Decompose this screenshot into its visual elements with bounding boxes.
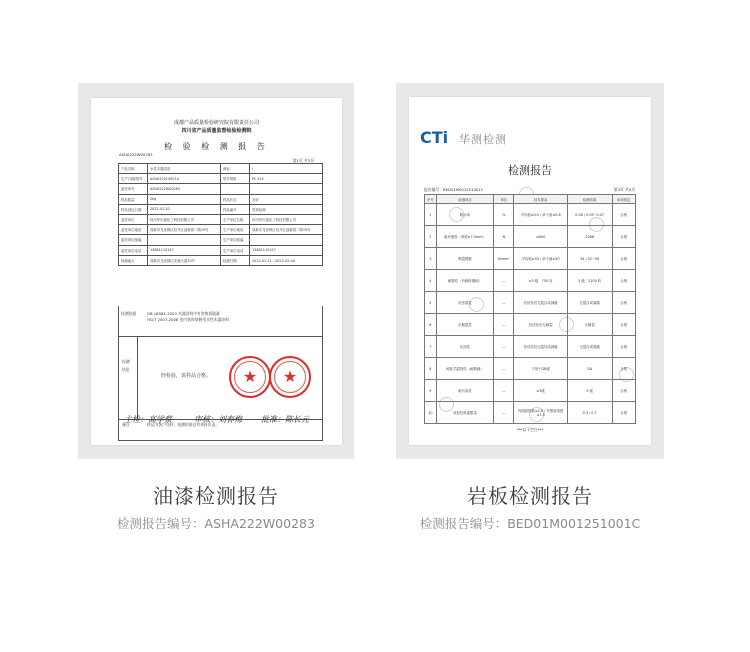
report-title: 检 验 检 测 报 告 (164, 142, 269, 151)
form-row (119, 245, 323, 255)
column-header: 单项判定 (612, 195, 635, 204)
form-value: 完好 (250, 194, 323, 204)
form-label: 委托单位邮编 (119, 235, 148, 245)
form-value: 2022-01-21～2022-02-04 (250, 255, 323, 265)
table-cell: 6 (425, 314, 437, 336)
table-cell: 合格 (612, 358, 635, 380)
table-cell: 0.08 / 0.05~0.07 (567, 204, 612, 226)
table-cell: 1 (425, 204, 437, 226)
table-cell: — (494, 292, 514, 314)
form-value: PC-Y24 (250, 174, 323, 184)
form-row (119, 204, 323, 214)
issuer-line-2: 四川省产品质量监督检验检测院 (181, 128, 252, 134)
table-cell: 经试验后无裂纹或剥落 (514, 336, 567, 358)
table-cell: 经试验后无裂纹或剥落 (514, 292, 567, 314)
form-row (119, 174, 323, 184)
form-label: 型号规格 (221, 174, 250, 184)
paint-report-document (91, 98, 342, 445)
form-label: 检测地点 (119, 255, 148, 265)
form-value: 13881110197 (250, 245, 323, 255)
form-row (119, 214, 323, 224)
form-value: / (250, 164, 323, 174)
form-value: 四川华川嘉化工科技有限公司 (148, 214, 221, 224)
form-value: 成都市龙泉驿区芙蓉大道10号 (148, 255, 221, 265)
table-cell: 3 (425, 248, 437, 270)
table-cell: GA (567, 358, 612, 380)
form-value: 常规检测 (250, 204, 323, 214)
table-cell: — (494, 380, 514, 402)
form-label: 商标 (221, 164, 250, 174)
form-label: 样品数量 (119, 194, 148, 204)
form-value: ASHA220100014 (148, 174, 221, 184)
table-row (425, 358, 636, 380)
table-cell: 合格 (612, 292, 635, 314)
table-cell: 吸水率 (436, 204, 494, 226)
paint-report-card[interactable] (78, 83, 354, 459)
table-cell: 3 级，2100 转 (567, 270, 612, 292)
table-cell: — (494, 336, 514, 358)
form-label: 委托单位地址 (119, 225, 148, 235)
table-cell: N (494, 226, 514, 248)
table-cell: 4 (425, 270, 437, 292)
table-cell: 2 (425, 226, 437, 248)
form-label (221, 184, 250, 194)
table-cell: 5 级 (567, 380, 612, 402)
form-value (250, 235, 323, 245)
column-header: 检测项目 (436, 195, 494, 204)
table-cell: 0.3 / 0.7 (567, 402, 612, 424)
slate-report-card[interactable] (396, 83, 664, 459)
column-header: 序号 (425, 195, 437, 204)
note-label: 备注 (122, 422, 130, 427)
table-cell: 无裂纹或剥落 (567, 336, 612, 358)
table-cell: ≥3级 (514, 380, 567, 402)
paint-report-caption: 油漆检测报告 (153, 484, 279, 508)
form-label: 样品编号 (221, 204, 250, 214)
column-header: 检测结果 (567, 195, 612, 204)
results-table (424, 194, 636, 424)
basis-label: 检测依据 (121, 311, 137, 316)
form-label: 生产单位名称 (221, 214, 250, 224)
form-label: 样品到达日期 (119, 204, 148, 214)
table-cell: 破坏强度（厚度≥7.5mm） (436, 226, 494, 248)
form-row (119, 225, 323, 235)
signature-reviewer: 审核：刘春梅 (194, 415, 242, 424)
table-cell: 抗冻性 (436, 336, 494, 358)
table-cell: 1068 (567, 226, 612, 248)
table-cell: — (494, 270, 514, 292)
table-cell: 抗釉裂性 (436, 314, 494, 336)
form-value: 成都市龙泉驿区经开区创新园二路19号 (148, 225, 221, 235)
report-number: ASHA222W00283 (119, 152, 153, 157)
table-cell: 合格 (612, 226, 635, 248)
conclusion-text: 经检验，该样品合格。 (161, 373, 212, 379)
note-text: 样品为客户送样，检测结果仅对来样负责。 (147, 422, 220, 427)
table-row (425, 270, 636, 292)
table-cell: 经试验后无釉裂 (514, 314, 567, 336)
table-cell: 7 (425, 336, 437, 358)
table-cell: 耐磨性（有釉砖磨耗） (436, 270, 494, 292)
slate-report-caption: 岩板检测报告 (467, 484, 593, 508)
table-cell: % (494, 204, 514, 226)
table-cell: 合格 (612, 402, 635, 424)
inspection-seal-1: ★ (229, 356, 271, 398)
table-row (425, 248, 636, 270)
table-cell: ≥3 级，750 转 (514, 270, 567, 292)
basis-line-2: HG/T 2007-2008 室内装饰装修用水性木器涂料 (147, 317, 229, 322)
table-cell: N/mm² (494, 248, 514, 270)
table-cell: 5 (425, 292, 437, 314)
form-value: 水性木器清漆 (148, 164, 221, 174)
form-row (119, 164, 323, 174)
issuer-line-1: 成都产品质量检验研究院有限责任公司 (173, 120, 259, 126)
form-label: 生产单位地址 (221, 225, 250, 235)
form-label: 生产单位邮编 (221, 235, 250, 245)
form-value: 2022-01-20 (148, 204, 221, 214)
form-value: 2kg (148, 194, 221, 204)
form-label: 生产单位电话 (221, 245, 250, 255)
basis-line-1: GB 18581-2020 木器涂料中有害物质限量 (147, 311, 220, 316)
table-cell: — (494, 314, 514, 336)
cti-logo: CTi (420, 128, 449, 147)
table-cell: ≥800 (514, 226, 567, 248)
form-value (250, 184, 323, 194)
table-cell: 10 (425, 402, 437, 424)
page-indicator: 第3页 共4页 (613, 187, 635, 192)
form-row (119, 255, 323, 265)
form-label: 委托单位电话 (119, 245, 148, 255)
signature-approver: 批准：陈长元 (261, 415, 309, 424)
table-cell: 54 / 52~56 (567, 248, 612, 270)
table-row (425, 402, 636, 424)
table-cell: 9 (425, 380, 437, 402)
table-cell: 抗热震性 (436, 292, 494, 314)
table-row (425, 292, 636, 314)
table-cell: 合格 (612, 314, 635, 336)
table-cell: — (494, 358, 514, 380)
form-row (119, 235, 323, 245)
table-cell: 合格 (612, 248, 635, 270)
signature-inspector: 主检：高学蔡 (124, 415, 172, 424)
table-cell: 断裂模数 (436, 248, 494, 270)
form-value: 13881110197 (148, 245, 221, 255)
table-cell: 无釉裂 (567, 314, 612, 336)
end-marker: ***以下空白*** (516, 427, 544, 432)
form-row (119, 194, 323, 204)
table-cell: 合格 (612, 380, 635, 402)
table-cell: 不低于GB级 (514, 358, 567, 380)
column-header: 技术要求 (514, 195, 567, 204)
table-cell: 合格 (612, 336, 635, 358)
form-label: 产品名称 (119, 164, 148, 174)
table-cell: 平均值≤0.5 / 单个值≤0.6 (514, 204, 567, 226)
conclusion-label: 检测结论 (122, 359, 130, 372)
form-value: ASHA222W00283 (148, 184, 221, 194)
column-header: 单位 (494, 195, 514, 204)
table-row (425, 314, 636, 336)
table-cell: — (494, 402, 514, 424)
report-number: 报告编号：BED01M001251001C (424, 187, 484, 192)
form-label: 委托单号 (119, 184, 148, 194)
table-row (425, 336, 636, 358)
form-value: 四川华川嘉化工科技有限公司 (250, 214, 323, 224)
table-cell: 8 (425, 358, 437, 380)
table-cell: 平均值≥45 / 单个值≥40 (514, 248, 567, 270)
table-cell: 内照射指数≤1.0 / 外照射指数≤1.3 (514, 402, 567, 424)
table-row (425, 226, 636, 248)
table-row (425, 380, 636, 402)
table-cell: 合格 (612, 270, 635, 292)
page-indicator: 第1页 共3页 (292, 158, 314, 163)
form-value (148, 235, 221, 245)
table-cell: 无裂纹或剥落 (567, 292, 612, 314)
table-cell: 合格 (612, 204, 635, 226)
form-row (119, 184, 323, 194)
cti-logo-chinese: 华测检测 (459, 133, 507, 146)
table-row (425, 204, 636, 226)
inspection-seal-2: ★ (269, 356, 311, 398)
table-cell: 耐化学腐蚀性（耐酸碱） (436, 358, 494, 380)
form-label: 生产日期/批号 (119, 174, 148, 184)
report-title: 检测报告 (508, 164, 552, 177)
form-label: 委托单位 (119, 214, 148, 224)
table-cell: 放射性核素限量 (436, 402, 494, 424)
slate-report-number: 检测报告编号：BED01M001251001C (419, 516, 641, 531)
slate-report-document (409, 97, 651, 445)
paint-report-number: 检测报告编号：ASHA222W00283 (117, 516, 315, 531)
form-label: 检测日期 (221, 255, 250, 265)
form-label: 样品状态 (221, 194, 250, 204)
form-value: 成都市龙泉驿区经开区创新园二路19号 (250, 225, 323, 235)
info-form-table (118, 163, 323, 266)
table-cell: 耐污染性 (436, 380, 494, 402)
